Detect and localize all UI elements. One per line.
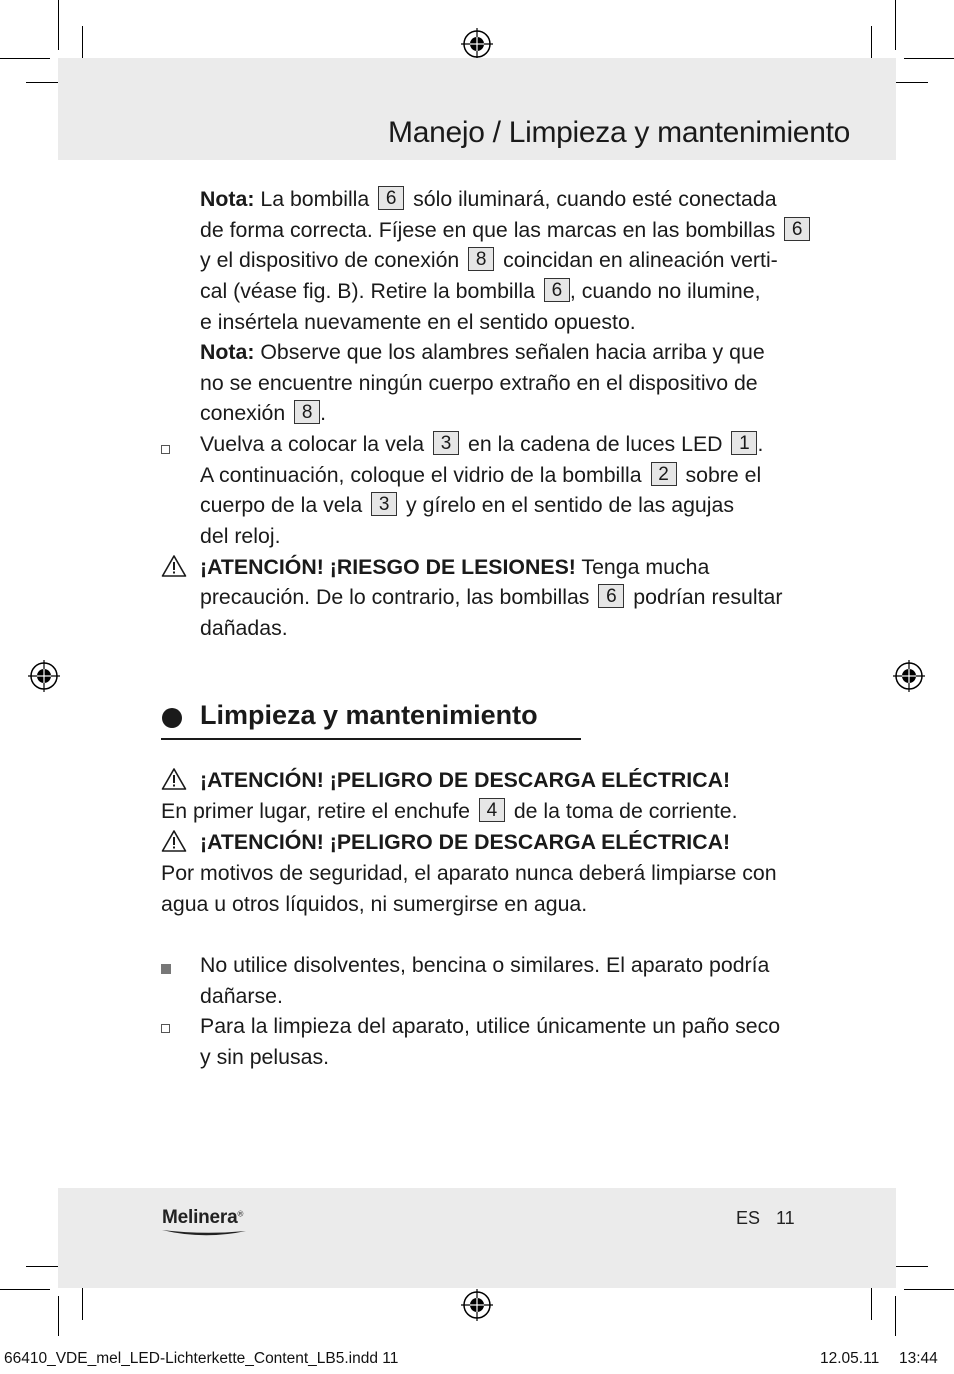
slug-filename: 66410_VDE_mel_LED-Lichterkette_Content_LB5.indd 11 (4, 1350, 399, 1367)
shock-warning-text (161, 796, 738, 827)
warning-text: podrían resultar (633, 585, 783, 609)
section-heading: Limpieza y mantenimiento (200, 700, 538, 730)
crop-mark (904, 58, 954, 59)
logo-swoosh-icon (162, 1228, 246, 1238)
part-number: 2 (651, 462, 677, 486)
step-text: y gírelo en el sentido de las agujas (406, 493, 734, 517)
part-number: 8 (294, 400, 320, 424)
registered-mark: ® (237, 1209, 244, 1219)
note-1-line: e insértela nuevamente en el sentido opuesto. (200, 310, 636, 334)
note-2-line (200, 398, 326, 429)
note-1-line (200, 184, 777, 215)
note-1-line (200, 215, 813, 246)
crop-mark (58, 0, 59, 50)
slug-date: 12.05.11 (820, 1350, 880, 1367)
part-number: 3 (433, 431, 459, 455)
note-2-line: no se encuentre ningún cuerpo extraño en el dispositivo de (200, 371, 758, 395)
crop-mark (82, 26, 83, 62)
step-text: sobre el (685, 463, 762, 487)
warning-label: ¡ATENCIÓN! ¡RIESGO DE LESIONES! (200, 555, 576, 579)
crop-mark (895, 0, 896, 50)
part-number: 6 (784, 217, 810, 241)
warning-triangle-icon (161, 767, 187, 791)
crop-mark (895, 1296, 896, 1336)
note-label: Nota: (200, 340, 255, 364)
brand-name: Melinera (162, 1207, 238, 1228)
crop-mark (26, 82, 62, 83)
part-number: 1 (731, 431, 757, 455)
warning-triangle-icon (161, 829, 187, 853)
registration-mark-icon (893, 660, 925, 692)
shock-warning-heading (200, 765, 730, 796)
warning-text: Tenga mucha (581, 555, 710, 579)
page-number: 11 (776, 1208, 795, 1228)
list-item: y sin pelusas. (200, 1045, 330, 1069)
shock-warning-text: Por motivos de seguridad, el aparato nunca deberá limpiarse con (161, 861, 777, 885)
shock-warning-heading (200, 827, 730, 858)
slug-time: 13:44 (899, 1350, 938, 1367)
crop-mark (82, 1284, 83, 1320)
step-text: en la cadena de luces LED (467, 432, 723, 456)
note-text: y el dispositivo de conexión (200, 248, 460, 272)
crop-mark (0, 1289, 50, 1290)
step-line (200, 460, 761, 491)
note-label: Nota: (200, 187, 255, 211)
note-text: coincidan en alineación verti- (503, 248, 778, 272)
crop-mark (871, 26, 872, 62)
list-item: dañarse. (200, 984, 283, 1008)
section-bullet-icon (162, 708, 182, 728)
list-item: Para la limpieza del aparato, utilice únicamente un paño seco (200, 1014, 781, 1038)
crop-mark (26, 1266, 62, 1267)
note-text: Observe que los alambres señalen hacia arriba y que (260, 340, 765, 364)
footer-band (58, 1188, 896, 1288)
note-2-line (200, 337, 765, 368)
step-text: . (757, 432, 764, 456)
note-1-line (200, 245, 778, 276)
part-number: 8 (468, 247, 494, 271)
page-title: Manejo / Limpieza y mantenimiento (388, 116, 850, 149)
brand-logo (162, 1207, 243, 1229)
part-number: 4 (479, 798, 505, 822)
note-text: La bombilla (260, 187, 370, 211)
part-number: 6 (544, 278, 570, 302)
filled-bullet-icon (161, 964, 171, 974)
note-1-line (200, 276, 761, 307)
registration-mark-icon (28, 660, 60, 692)
warning-label: ¡ATENCIÓN! ¡PELIGRO DE DESCARGA ELÉCTRICA! (200, 768, 731, 792)
note-text: , cuando no ilumine, (569, 279, 761, 303)
part-number: 6 (598, 584, 624, 608)
shock-warning-text: agua u otros líquidos, ni sumergirse en agua. (161, 892, 588, 916)
registration-mark-icon (461, 28, 493, 60)
warning-text: de la toma de corriente. (513, 799, 738, 823)
injury-warning-line: dañadas. (200, 616, 288, 640)
warning-triangle-icon (161, 554, 187, 578)
warning-label: ¡ATENCIÓN! ¡PELIGRO DE DESCARGA ELÉCTRICA! (200, 830, 731, 854)
part-number: 3 (371, 492, 397, 516)
language-code: ES (736, 1208, 761, 1228)
list-item: No utilice disolventes, bencina o similares. El aparato podría (200, 953, 770, 977)
warning-text: precaución. De lo contrario, las bombillas (200, 585, 590, 609)
step-line (200, 429, 763, 460)
section-underline (161, 738, 581, 740)
step-line (200, 490, 734, 521)
registration-mark-icon (461, 1289, 493, 1321)
crop-mark (0, 58, 50, 59)
injury-warning-line (200, 582, 782, 613)
note-text: cal (véase fig. B). Retire la bombilla (200, 279, 535, 303)
note-text: de forma correcta. Fíjese en que las marcas en las bombillas (200, 218, 776, 242)
step-text: A continuación, coloque el vidrio de la bombilla (200, 463, 642, 487)
step-bullet-icon (161, 1024, 170, 1033)
note-text: conexión (200, 401, 286, 425)
step-bullet-icon (161, 445, 170, 454)
crop-mark (904, 1289, 954, 1290)
crop-mark (871, 1284, 872, 1320)
crop-mark (58, 1296, 59, 1336)
note-text: sólo iluminará, cuando esté conectada (413, 187, 777, 211)
warning-text: En primer lugar, retire el enchufe (161, 799, 470, 823)
note-text: . (320, 401, 327, 425)
injury-warning-line (200, 552, 709, 583)
step-line: del reloj. (200, 524, 281, 548)
part-number: 6 (378, 186, 404, 210)
step-text: cuerpo de la vela (200, 493, 363, 517)
step-text: Vuelva a colocar la vela (200, 432, 425, 456)
